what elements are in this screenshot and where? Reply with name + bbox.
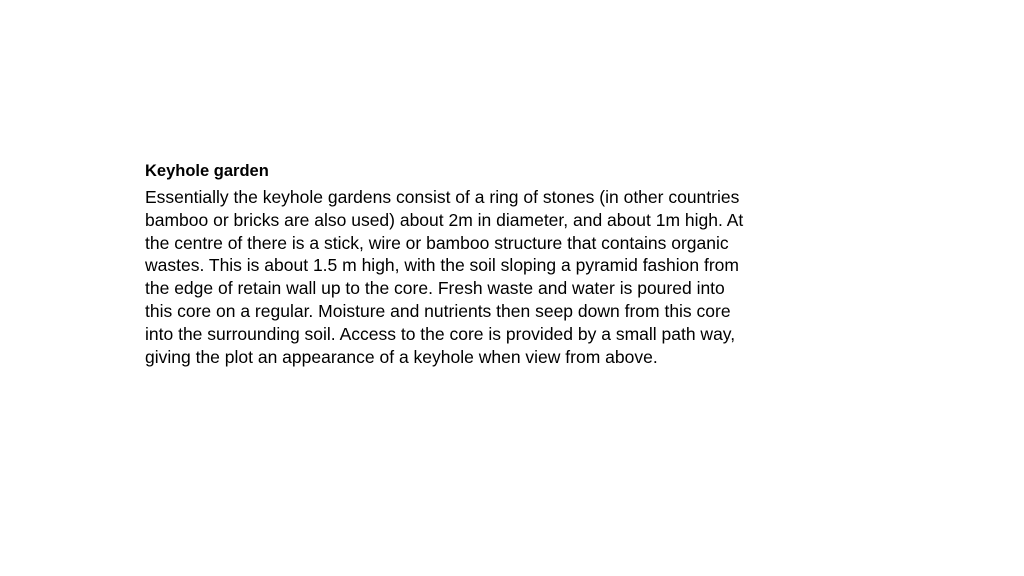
- body-paragraph: [145, 186, 755, 368]
- body-line: the edge of retain wall up to the core. Fresh waste and water is poured into: [145, 278, 725, 299]
- body-line: this core on a regular. Moisture and nutrients then seep down from this core: [145, 300, 731, 321]
- body-line: the centre of there is a stick, wire or bamboo structure that contains organic: [145, 232, 729, 253]
- body-line: wastes. This is about 1.5 m high, with the soil sloping a pyramid fashion from: [145, 255, 739, 276]
- slide-heading: Keyhole garden: [145, 162, 269, 180]
- body-line: into the surrounding soil. Access to the core is provided by a small path way,: [145, 323, 736, 344]
- body-line: Essentially the keyhole gardens consist of a ring of stones (in other countries: [145, 187, 740, 207]
- body-line: bamboo or bricks are also used) about 2m in diameter, and about 1m high. At: [145, 209, 744, 230]
- body-line: giving the plot an appearance of a keyhole when view from above.: [145, 346, 658, 367]
- text-block: [145, 160, 755, 368]
